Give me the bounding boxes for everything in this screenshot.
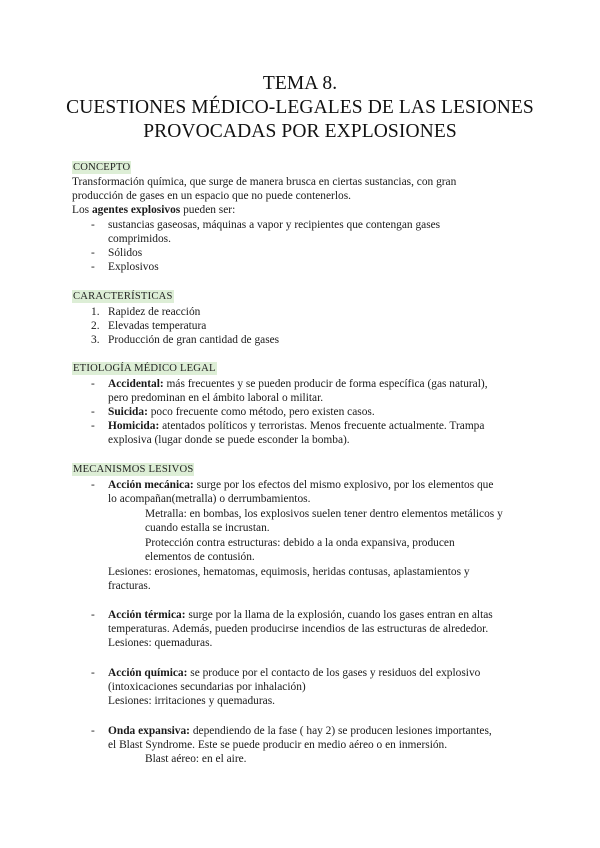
blast-aereo-line: Blast aéreo: en el aire. [145,753,247,765]
agentes-item-3: Explosivos [108,261,159,273]
section-heading-caracteristicas: CARACTERÍSTICAS [73,291,173,302]
mecanica-line-2: lo acompañan(metralla) o derrumbamientos. [108,493,311,505]
agentes-pre: Los [72,204,92,216]
document-title-line-1: TEMA 8. [262,73,338,94]
accidental-label: Accidental: [108,378,164,390]
document-title-line-3: PROVOCADAS POR EXPLOSIONES [143,121,457,142]
termica-label: Acción térmica: [108,609,186,621]
bullet-dash: - [91,725,95,737]
etiologia-suicida [108,405,375,419]
agentes-item-2: Sólidos [108,247,143,259]
agentes-line [72,203,235,217]
onda-line-1 [108,724,492,738]
accidental-text: más frecuentes y se pueden producir de forma específica (gas natural), [163,378,488,390]
list-number: 3. [91,334,100,346]
etiologia-homicida [108,419,484,433]
homicida-label: Homicida: [108,420,160,432]
list-number: 1. [91,306,100,318]
etiologia-accidental [108,377,488,391]
onda-line-2: el Blast Syndrome. Este se puede producir en medio aéreo o en inmersión. [108,739,448,751]
agentes-item-1-cont: comprimidos. [108,233,171,245]
quimica-text: se produce por el contacto de los gases y residuos del explosivo [187,667,481,679]
mecanica-line-1 [108,478,493,492]
lesiones-mecanica-line-1: Lesiones: erosiones, hematomas, equimosis, heridas contusas, aplastamientos y [108,566,470,578]
section-heading-mecanismos: MECANISMOS LESIVOS [73,464,194,475]
onda-text: dependiendo de la fase ( hay 2) se producen lesiones importantes, [189,725,492,737]
quimica-line-3: Lesiones: irritaciones y quemaduras. [108,695,276,707]
caracteristica-item-1: Rapidez de reacción [108,306,201,318]
suicida-text: poco frecuente como método, pero existen casos. [147,406,375,418]
bullet-dash: - [91,261,95,273]
metralla-line-2: cuando estalla se incrustan. [145,522,270,534]
suicida-label: Suicida: [108,406,148,418]
mecanica-text: surge por los efectos del mismo explosivo, por los elementos que [193,479,494,491]
termica-line-1 [108,608,493,622]
termica-line-2: temperaturas. Además, pueden producirse incendios de las estructuras de alrededor. [108,623,489,635]
caracteristica-item-2: Elevadas temperatura [108,320,207,332]
section-heading-etiologia: ETIOLOGÍA MÉDICO LEGAL [73,363,216,374]
bullet-dash: - [91,420,95,432]
proteccion-line-1: Protección contra estructuras: debido a la onda expansiva, producen [145,537,455,549]
agentes-bold: agentes explosivos [91,204,181,216]
etiologia-homicida-cont: explosiva (lugar donde se puede esconder la bomba). [108,434,350,446]
bullet-dash: - [91,667,95,679]
quimica-line-1 [108,666,480,680]
list-number: 2. [91,320,100,332]
homicida-text: atentados políticos y terroristas. Menos frecuente actualmente. Trampa [159,420,485,432]
termica-text: surge por la llama de la explosión, cuando los gases entran en altas [185,609,493,621]
bullet-dash: - [91,479,95,491]
termica-line-3: Lesiones: quemaduras. [108,637,213,649]
concepto-text-line-2: producción de gases en un espacio que no puede contenerlos. [72,190,351,202]
document-title-line-2: CUESTIONES MÉDICO-LEGALES DE LAS LESIONES [66,97,534,118]
metralla-line-1: Metralla: en bombas, los explosivos suelen tener dentro elementos metálicos y [145,508,503,520]
quimica-line-2: (intoxicaciones secundarias por inhalación) [108,681,306,693]
bullet-dash: - [91,406,95,418]
lesiones-mecanica-line-2: fracturas. [108,580,151,592]
agentes-item-1: sustancias gaseosas, máquinas a vapor y recipientes que contengan gases [108,219,441,231]
caracteristica-item-3: Producción de gran cantidad de gases [108,334,280,346]
quimica-label: Acción química: [108,667,188,679]
bullet-dash: - [91,609,95,621]
mecanica-label: Acción mecánica: [108,479,194,491]
section-heading-concepto: CONCEPTO [73,162,131,173]
etiologia-accidental-cont: pero predominan en el ámbito laboral o militar. [108,392,324,404]
concepto-text-line-1: Transformación química, que surge de manera brusca en ciertas sustancias, con gran [72,176,457,188]
proteccion-line-2: elementos de contusión. [145,551,255,563]
bullet-dash: - [91,378,95,390]
bullet-dash: - [91,219,95,231]
bullet-dash: - [91,247,95,259]
agentes-post: pueden ser: [180,204,236,216]
onda-label: Onda expansiva: [108,725,190,737]
